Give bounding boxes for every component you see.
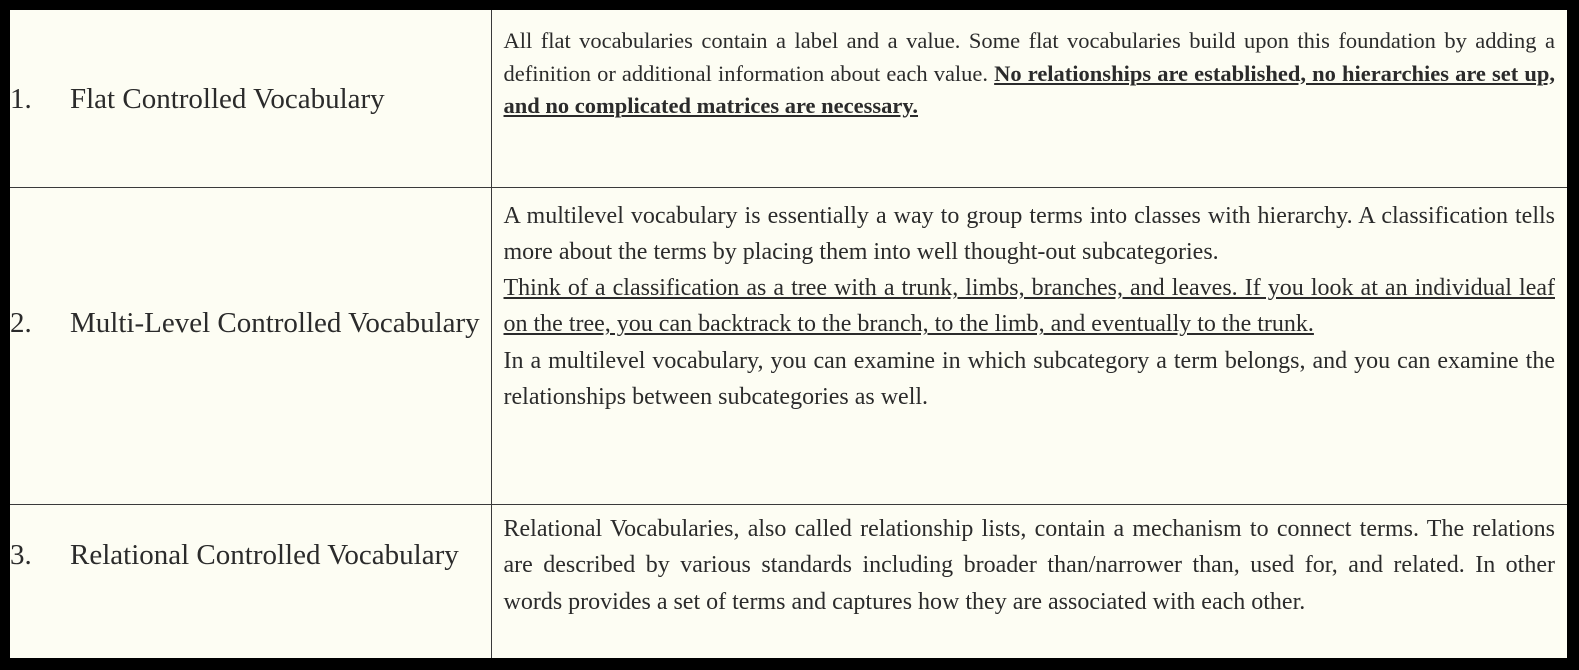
row-number: 3. <box>10 538 32 571</box>
row-number: 1. <box>10 83 32 115</box>
document-page <box>10 10 1567 658</box>
description-intro: A multilevel vocabulary is essentially a way to group terms into classes with hierarchy. A classification tells more about the terms by placing them into well thought-out subcategories. <box>503 202 1555 265</box>
vocabulary-name: Relational Controlled Vocabulary <box>70 538 459 571</box>
description-emphasis: No relationships are established, no hierarchies are set up, and no complicated matrices are necessary. <box>503 60 1555 118</box>
vocabulary-description-cell <box>491 504 1567 658</box>
vocabulary-types-table <box>10 10 1567 658</box>
description-text: All flat vocabularies contain a label and a value. Some flat vocabularies build upon this foundation by adding a definition or additional information about each value. <box>503 28 1555 86</box>
description-underlined: Think of a classification as a tree with a trunk, limbs, branches, and leaves. If you look at an individual leaf on the tree, you can backtrack to the branch, to the limb, and eventually to the trunk. <box>503 275 1555 338</box>
vocabulary-description-cell <box>491 10 1567 187</box>
table-row-multilevel <box>10 187 1567 504</box>
vocabulary-name: Flat Controlled Vocabulary <box>70 83 385 115</box>
vocabulary-name-cell <box>10 10 491 187</box>
vocabulary-name-cell <box>10 187 491 504</box>
row-number: 2. <box>10 306 32 339</box>
vocabulary-name-cell <box>10 504 491 658</box>
description-text: Relational Vocabularies, also called relationship lists, contain a mechanism to connect terms. The relations are described by various standards including broader than/narrower than, used for, and related. In other words provides a set of terms and captures how they are associated with each other. <box>503 515 1555 615</box>
vocabulary-description-cell <box>491 187 1567 504</box>
table-row-relational <box>10 504 1567 658</box>
table-row-flat <box>10 10 1567 187</box>
description-outro: In a multilevel vocabulary, you can examine in which subcategory a term belongs, and you can examine the relationships between subcategories as well. <box>503 347 1555 410</box>
vocabulary-name: Multi-Level Controlled Vocabulary <box>70 306 480 339</box>
